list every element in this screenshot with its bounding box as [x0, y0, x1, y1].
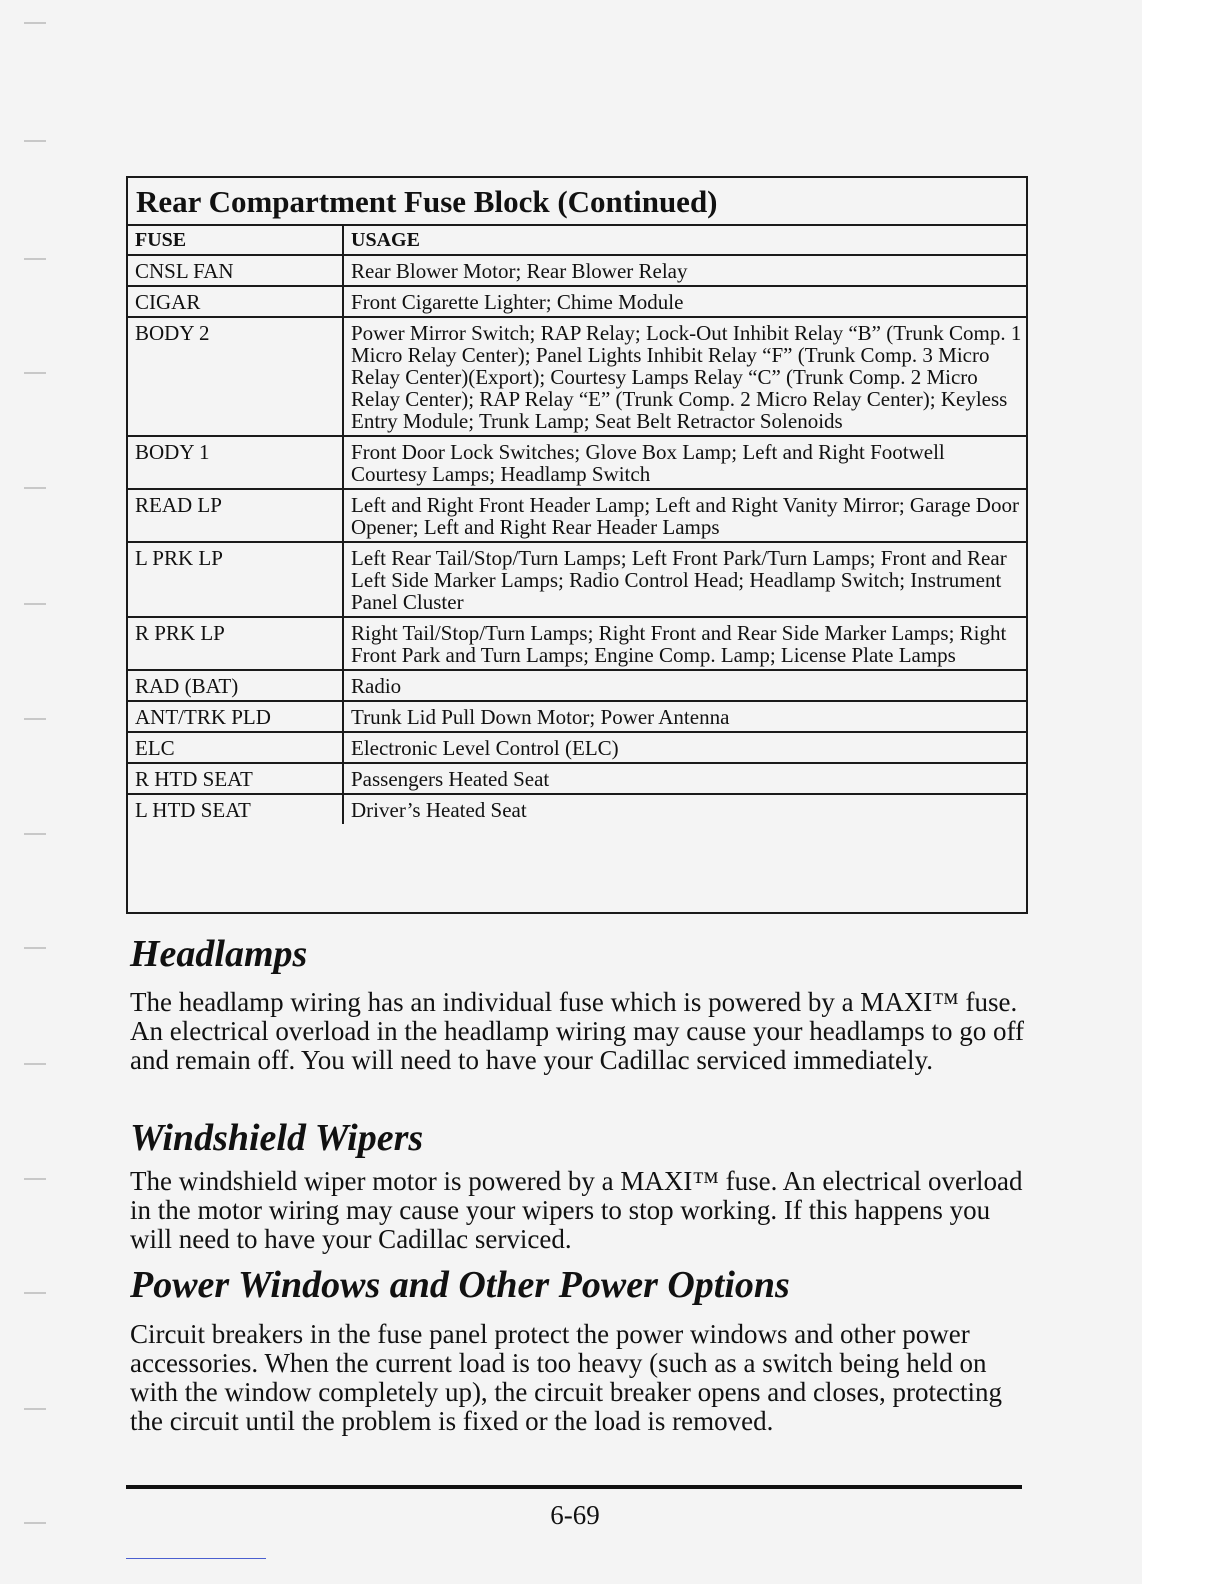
power-windows-heading: Power Windows and Other Power Options [130, 1264, 790, 1306]
fuse-cell: ELC [128, 732, 343, 763]
link-underline [126, 1558, 266, 1559]
fuse-cell: R HTD SEAT [128, 763, 343, 794]
column-header-usage: USAGE [343, 226, 1026, 255]
usage-cell: Front Door Lock Switches; Glove Box Lamp; Left and Right Footwell Courtesy Lamps; Headlamp Switch [343, 436, 1026, 489]
table-row [128, 794, 1026, 824]
table-row [128, 255, 1026, 286]
usage-cell: Radio [343, 670, 1026, 701]
usage-cell: Passengers Heated Seat [343, 763, 1026, 794]
windshield-wipers-body: The windshield wiper motor is powered by a MAXI™ fuse. An electrical overload in the motor wiring may cause your wipers to stop working. If this happens you will need to have your Cadillac serviced. [130, 1166, 1023, 1254]
headlamps-heading: Headlamps [130, 933, 308, 975]
table-header-row [128, 226, 1026, 255]
usage-cell: Trunk Lid Pull Down Motor; Power Antenna [343, 701, 1026, 732]
usage-cell: Left and Right Front Header Lamp; Left and Right Vanity Mirror; Garage Door Opener; Left and Right Rear Header Lamps [343, 489, 1026, 542]
table-row [128, 701, 1026, 732]
usage-cell: Electronic Level Control (ELC) [343, 732, 1026, 763]
fuse-cell: RAD (BAT) [128, 670, 343, 701]
table-row [128, 286, 1026, 317]
fuse-cell: ANT/TRK PLD [128, 701, 343, 732]
fuse-cell: CNSL FAN [128, 255, 343, 286]
table-row [128, 436, 1026, 489]
column-header-fuse: FUSE [128, 226, 343, 255]
usage-cell: Front Cigarette Lighter; Chime Module [343, 286, 1026, 317]
usage-cell: Left Rear Tail/Stop/Turn Lamps; Left Front Park/Turn Lamps; Front and Rear Left Side Marker Lamps; Radio Control Head; Headlamp Switch; Instrument Panel Cluster [343, 542, 1026, 617]
usage-cell: Power Mirror Switch; RAP Relay; Lock-Out Inhibit Relay “B” (Trunk Comp. 1 Micro Relay Center); Panel Lights Inhibit Relay “F” (Trunk Comp. 3 Micro Relay Center)(Export); Courtesy Lamps Relay “C” (Trunk Comp. 2 Micro Relay Center); RAP Relay “E” (Trunk Comp. 2 Micro Relay Center); Keyless Entry Module; Trunk Lamp; Seat Belt Retractor Solenoids [343, 317, 1026, 436]
fuse-cell: BODY 2 [128, 317, 343, 436]
fuse-cell: L PRK LP [128, 542, 343, 617]
table-row [128, 317, 1026, 436]
fuse-table-grid [128, 226, 1026, 824]
usage-cell: Rear Blower Motor; Rear Blower Relay [343, 255, 1026, 286]
fuse-table [126, 176, 1028, 914]
table-row [128, 732, 1026, 763]
fuse-cell: R PRK LP [128, 617, 343, 670]
fuse-cell: CIGAR [128, 286, 343, 317]
footer-rule [126, 1485, 1022, 1489]
windshield-wipers-heading: Windshield Wipers [130, 1117, 424, 1159]
table-row [128, 617, 1026, 670]
table-row [128, 542, 1026, 617]
fuse-cell: READ LP [128, 489, 343, 542]
page-number: 6-69 [550, 1500, 600, 1530]
margin-ticks [24, 0, 48, 1584]
table-row [128, 670, 1026, 701]
table-row [128, 489, 1026, 542]
table-title: Rear Compartment Fuse Block (Continued) [128, 178, 1026, 226]
power-windows-body: Circuit breakers in the fuse panel protect the power windows and other power accessories. When the current load is too heavy (such as a switch being held on with the window completely up), the circuit breaker opens and closes, protecting the circuit until the problem is fixed or the load is removed. [130, 1319, 1002, 1436]
usage-cell: Right Tail/Stop/Turn Lamps; Right Front and Rear Side Marker Lamps; Right Front Park and Turn Lamps; Engine Comp. Lamp; License Plate Lamps [343, 617, 1026, 670]
table-row [128, 763, 1026, 794]
fuse-cell: L HTD SEAT [128, 794, 343, 824]
headlamps-body: The headlamp wiring has an individual fuse which is powered by a MAXI™ fuse. An electrical overload in the headlamp wiring may cause your headlamps to go off and remain off. You will need to have your Cadillac serviced immediately. [130, 987, 1024, 1075]
usage-cell: Driver’s Heated Seat [343, 794, 1026, 824]
fuse-cell: BODY 1 [128, 436, 343, 489]
